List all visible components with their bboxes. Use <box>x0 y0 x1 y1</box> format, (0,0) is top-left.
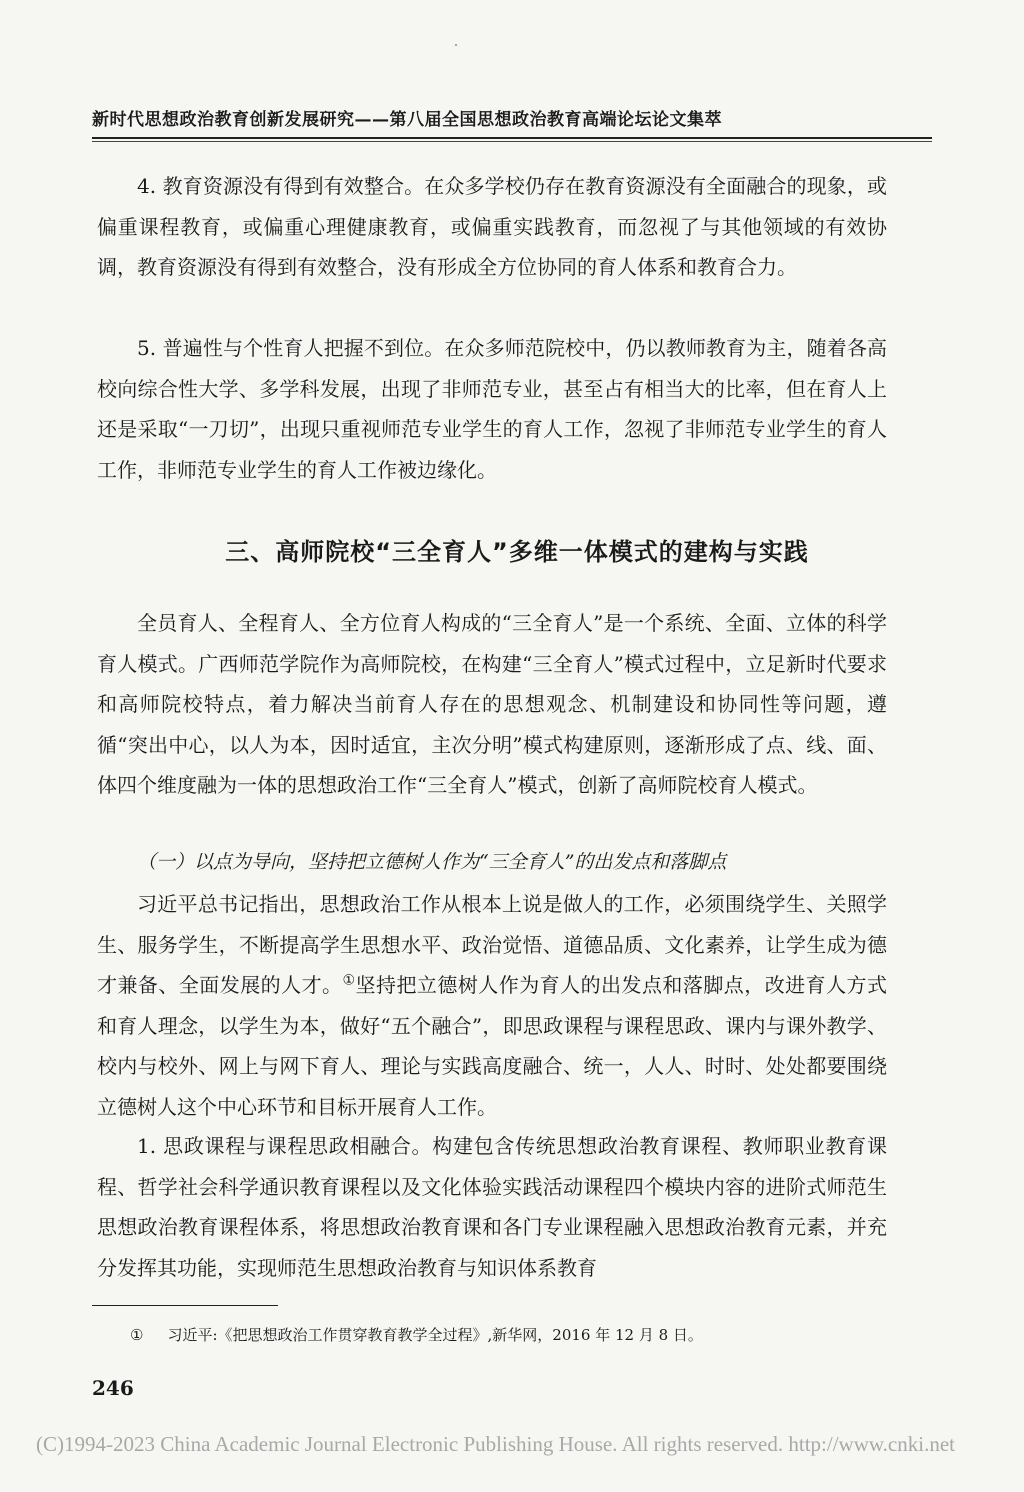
copyright-watermark: (C)1994-2023 China Academic Journal Electronic Publishing House. All rights reserved. http://www.cnki.net <box>36 1432 955 1456</box>
footnote-marker[interactable]: ① <box>342 972 356 989</box>
section-heading: 三、高师院校“三全育人”多维一体模式的建构与实践 <box>225 538 809 566</box>
paragraph-xi-quote-text: 习近平总书记指出，思想政治工作从根本上说是做人的工作，必须围绕学生、关照学生、服务学生，不断提高学生思想水平、政治觉悟、道德品质、文化素养，让学生成为德才兼备、全面发展的人才。 <box>97 892 887 997</box>
footnote-text: 习近平:《把思想政治工作贯穿教育教学全过程》,新华网，2016 年 12 月 8 日。 <box>167 1326 703 1344</box>
footnote-rule <box>92 1305 278 1306</box>
running-header: 新时代思想政治教育创新发展研究——第八届全国思想政治教育高端论坛论文集萃 <box>92 110 722 130</box>
paragraph-item-5: 5. 普遍性与个性育人把握不到位。在众多师范院校中，仍以教师教育为主，随着各高校向综合性大学、多学科发展，出现了非师范专业，甚至占有相当大的比率，但在育人上还是采取“一刀切”，出现只重视师范专业学生的育人工作，忽视了非师范专业学生的育人工作，非师范专业学生的育人工作被边缘化。 <box>97 336 887 482</box>
paragraph-item-4: 4. 教育资源没有得到有效整合。在众多学校仍存在教育资源没有全面融合的现象，或偏重课程教育，或偏重心理健康教育，或偏重实践教育，而忽视了与其他领域的有效协调，教育资源没有得到有效整合，没有形成全方位协同的育人体系和教育合力。 <box>97 174 887 279</box>
paragraph-xi-quote <box>97 884 887 1127</box>
paragraph-item-1: 1. 思政课程与课程思政相融合。构建包含传统思想政治教育课程、教师职业教育课程、哲学社会科学通识教育课程以及文化体验实践活动课程四个模块内容的进阶式师范生思想政治教育课程体系，将思想政治教育课和各门专业课程融入思想政治教育元素，并充分发挥其功能，实现师范生思想政治教育与知识体系教育 <box>97 1134 887 1280</box>
footnote <box>130 1323 890 1347</box>
subsection-heading: （一）以点为导向，坚持把立德树人作为“三全育人”的出发点和落脚点 <box>137 851 727 873</box>
page-number: 246 <box>92 1376 134 1400</box>
paragraph-intro: 全员育人、全程育人、全方位育人构成的“三全育人”是一个系统、全面、立体的科学育人模式。广西师范学院作为高师院校，在构建“三全育人”模式过程中，立足新时代要求和高师院校特点，着力解决当前育人存在的思想观念、机制建设和协同性等问题，遵循“突出中心，以人为本，因时适宜，主次分明”模式构建原则，逐渐形成了点、线、面、体四个维度融为一体的思想政治工作“三全育人”模式，创新了高师院校育人模式。 <box>97 611 887 797</box>
paragraph-xi-continuation: 坚持把立德树人作为育人的出发点和落脚点，改进育人方式和育人理念，以学生为本，做好“五个融合”，即思政课程与课程思政、课内与课外教学、校内与校外、网上与网下育人、理论与实践高度融合、统一，人人、时时、处处都要围绕立德树人这个中心环节和目标开展育人工作。 <box>97 973 888 1119</box>
footnote-number: ① <box>130 1326 144 1344</box>
header-rule-thin <box>92 141 932 142</box>
scan-speck <box>455 44 457 46</box>
header-rule <box>92 137 932 139</box>
